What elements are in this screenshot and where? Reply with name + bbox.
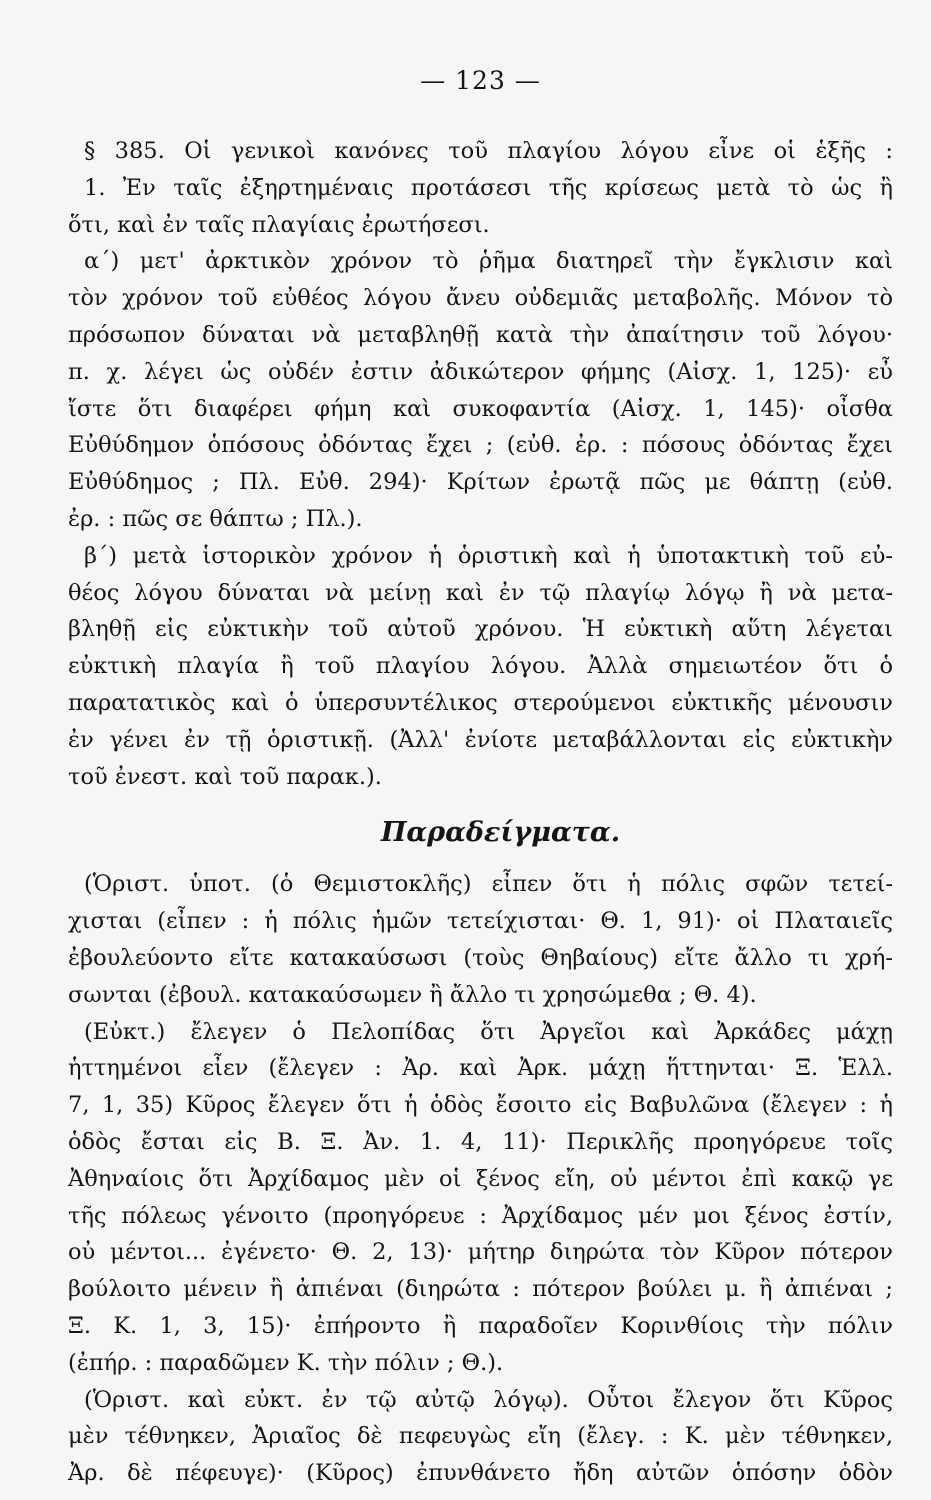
- text-line: ἐν γένει ἐν τῇ ὁριστικῇ. (Ἀλλ' ἐνίοτε μεταβάλλονται εἰς εὐκτικὴν: [68, 726, 893, 753]
- text-line: 7, 1, 35) Κῦρος ἔλεγεν ὅτι ἡ ὁδὸς ἔσοιτο εἰς Βαβυλῶνα (ἔλεγεν : ἡ: [68, 1092, 893, 1119]
- text-line: (Εὐκτ.) ἔλεγεν ὁ Πελοπίδας ὅτι Ἀργεῖοι καὶ Ἀρκάδες μάχῃ: [84, 1018, 893, 1045]
- text-line: § 385. Οἱ γενικοὶ κανόνες τοῦ πλαγίου λόγου εἶνε οἱ ἑξῆς :: [84, 138, 893, 164]
- text-line: χισται (εἶπεν : ἡ πόλις ἡμῶν τετείχισται· Θ. 1, 91)· οἱ Πλαταιεῖς: [68, 908, 893, 935]
- text-line: (Ὁριστ. ὑποτ. (ὁ Θεμιστοκλῆς) εἶπεν ὅτι ἡ πόλις σφῶν τετεί-: [84, 871, 893, 898]
- text-line: οὐ μέντοι... ἐγένετο· Θ. 2, 13)· μήτηρ διηρώτα τὸν Κῦρον πότερον: [68, 1239, 893, 1266]
- examples-mixed: [68, 1382, 893, 1492]
- text-line: πρόσωπον δύναται νὰ μεταβληθῇ κατὰ τὴν ἀπαίτησιν τοῦ λόγου·: [68, 321, 893, 348]
- section-a: [68, 243, 893, 537]
- text-line: τὸν χρόνον τοῦ εὐθέος λόγου ἄνευ οὐδεμιᾶς μεταβολῆς. Μόνον τὸ: [68, 285, 893, 312]
- text-line: α΄) μετ' ἀρκτικὸν χρόνον τὸ ῥῆμα διατηρεῖ τὴν ἔγκλισιν καὶ: [84, 248, 893, 275]
- text-line: ἡττημένοι εἶεν (ἔλεγεν : Ἀρ. καὶ Ἀρκ. μάχῃ ἥττηνται· Ξ. Ἑλλ.: [68, 1055, 893, 1082]
- text-line: ὅτι, καὶ ἐν ταῖς πλαγίαις ἐρωτήσεσι.: [68, 211, 490, 238]
- text-line: Ἀθηναίοις ὅτι Ἀρχίδαμος μὲν οἱ ξένος εἴη, οὐ μέντοι ἐπὶ κακῷ γε: [68, 1165, 893, 1192]
- text-line: β΄) μετὰ ἱστορικὸν χρόνον ἡ ὁριστικὴ καὶ ἡ ὑποτακτικὴ τοῦ εὐ-: [84, 542, 893, 569]
- text-line: 1. Ἐν ταῖς ἐξηρτημέναις προτάσεσι τῆς κρίσεως μετὰ τὸ ὡς ἢ: [84, 174, 893, 201]
- page-number: — 123 —: [420, 66, 541, 95]
- text-line: τῆς πόλεως γένοιτο (προηγόρευε : Ἀρχίδαμος μέν μοι ξένος ἐστίν,: [68, 1202, 893, 1229]
- text-line: Εὐθύδημος ; Πλ. Εὐθ. 294)· Κρίτων ἐρωτᾷ πῶς με θάπτῃ (εὐθ.: [68, 469, 893, 496]
- section-385: [68, 133, 893, 243]
- text-line: Εὐθύδημον ὁπόσους ὀδόντας ἔχει ; (εὐθ. ἐρ. : πόσους ὀδόντας ἔχει: [68, 432, 893, 459]
- text-line: βούλοιτο μένειν ἢ ἀπιέναι (διηρώτα : πότερον βούλει μ. ἢ ἀπιέναι ;: [68, 1276, 893, 1303]
- text-line: ὁδὸς ἔσται εἰς Β. Ξ. Ἀν. 1. 4, 11)· Περικλῆς προηγόρευε τοῖς: [68, 1128, 893, 1155]
- text-line: (Ὁριστ. καὶ εὐκτ. ἐν τῷ αὐτῷ λόγῳ). Οὗτοι ἔλεγον ὅτι Κῦρος: [84, 1386, 893, 1413]
- section-b: [68, 538, 893, 796]
- text-line: σωνται (ἐβουλ. κατακαύσωμεν ἢ ἄλλο τι χρησώμεθα ; Θ. 4).: [68, 981, 757, 1008]
- text-line: βληθῇ εἰς εὐκτικὴν τοῦ αὐτοῦ χρόνου. Ἡ εὐκτικὴ αὕτη λέγεται: [68, 616, 893, 643]
- text-line: ἴστε ὅτι διαφέρει φήμη καὶ συκοφαντία (Αἰσχ. 1, 145)· οἶσθα: [68, 395, 893, 422]
- text-line: π. χ. λέγει ὡς οὐδέν ἐστιν ἀδικώτερον φήμης (Αἰσχ. 1, 125)· εὖ: [68, 358, 893, 385]
- examples-optative: [68, 1014, 893, 1382]
- examples-indicative-subjunctive: [68, 866, 893, 1013]
- text-line: ἐβουλεύοντο εἴτε κατακαύσωσι (τοὺς Θηβαίους) εἴτε ἄλλο τι χρή-: [68, 944, 893, 971]
- text-line: τοῦ ἐνεστ. καὶ τοῦ παρακ.).: [68, 763, 382, 790]
- text-line: εὐκτικὴ πλαγία ἢ τοῦ πλαγίου λόγου. Ἀλλὰ σημειωτέον ὅτι ὁ: [68, 653, 893, 680]
- text-line: μὲν τέθνηκεν, Ἀριαῖος δὲ πεφευγὼς εἴη (ἔλεγ. : Κ. μὲν τέθνηκεν,: [68, 1423, 893, 1450]
- text-line: (ἐπήρ. : παραδῶμεν Κ. τὴν πόλιν ; Θ.).: [68, 1349, 504, 1376]
- text-line: Ἀρ. δὲ πέφευγε)· (Κῦρος) ἐπυνθάνετο ἤδη αὐτῶν ὁπόσην ὁδὸν: [68, 1460, 893, 1487]
- text-line: Ξ. Κ. 1, 3, 15)· ἐπήροντο ἢ παραδοῖεν Κορινθίοις τὴν πόλιν: [68, 1312, 893, 1339]
- text-line: θέος λόγου δύναται νὰ μείνῃ καὶ ἐν τῷ πλαγίῳ λόγῳ ἢ νὰ μετα-: [68, 579, 893, 606]
- text-line: ἐρ. : πῶς σε θάπτω ; Πλ.).: [68, 505, 363, 532]
- text-line: παρατατικὸς καὶ ὁ ὑπερσυντέλικος στερούμενοι εὐκτικῆς μένουσιν: [68, 689, 893, 716]
- examples-heading: Παραδείγματα.: [380, 817, 621, 849]
